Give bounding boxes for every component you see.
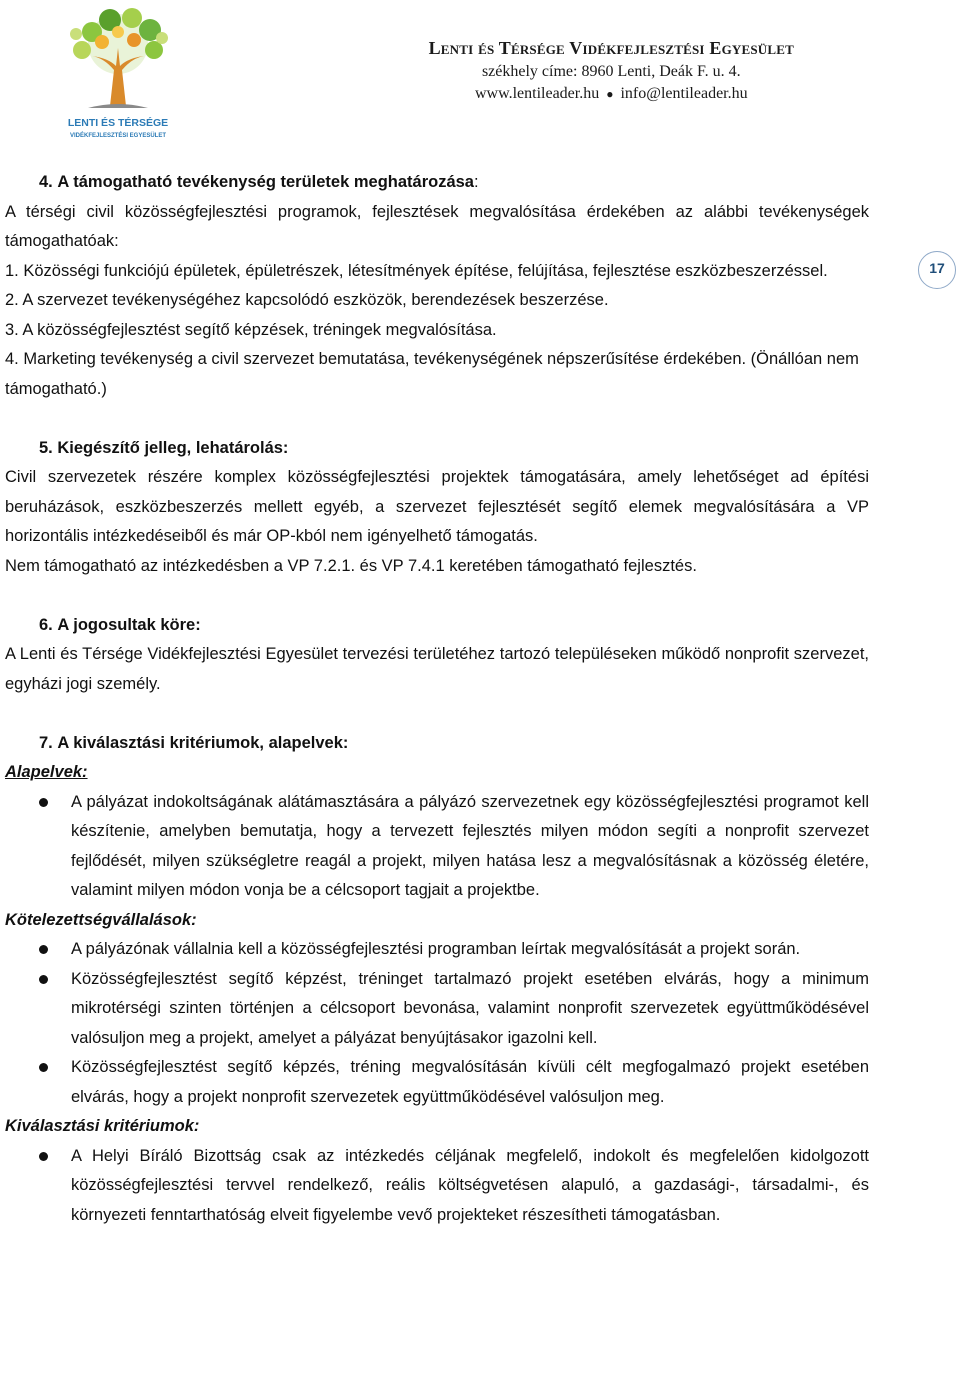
- section-6-heading: [5, 611, 869, 641]
- separator-dot: ●: [606, 86, 614, 101]
- section-4-item: 2. A szervezet tevékenységéhez kapcsolódó eszközök, berendezések beszerzése.: [5, 291, 609, 309]
- list-item-text: Közösségfejlesztést segítő képzés, tréning megvalósításán kívüli célt megfogalmazó projekt esetében elvárás, hogy a projekt nonprofit szervezetek együttműködésével valósuljon meg.: [71, 1058, 869, 1106]
- section-4-item: 1. Közösségi funkciójú épületek, épületrészek, létesítmények építése, felújítása, fejlesztése eszközbeszerzéssel.: [5, 261, 828, 280]
- page-number-badge: [918, 251, 956, 289]
- list-item: [5, 1053, 869, 1112]
- list-item: [5, 935, 869, 965]
- email-link[interactable]: info@lentileader.hu: [620, 85, 748, 102]
- logo-text-line2: VIDÉKFEJLESZTÉSI EGYESÜLET: [69, 133, 167, 139]
- section-6-number: 6.: [39, 615, 53, 634]
- section-4-item: 3. A közösségfejlesztést segítő képzések, tréningek megvalósítása.: [5, 320, 497, 339]
- kotelezettseg-list: [5, 935, 869, 1112]
- section-4-title: A támogatható tevékenység területek meghatározása: [57, 173, 474, 191]
- kivalasztasi-heading: Kiválasztási kritériumok:: [5, 1117, 200, 1135]
- organization-logo: [52, 4, 184, 144]
- kotelezettseg-heading: Kötelezettségvállalások:: [5, 910, 197, 929]
- section-5-note: Nem támogatható az intézkedésben a VP 7.2.1. és VP 7.4.1 keretében támogatható fejlesztés.: [5, 556, 697, 575]
- section-5-heading: [5, 434, 869, 464]
- bullet-icon: [39, 945, 48, 954]
- section-4-colon: :: [473, 173, 479, 191]
- kivalasztasi-list: [5, 1142, 869, 1231]
- bullet-icon: [39, 798, 48, 807]
- organization-header: [429, 38, 794, 103]
- section-5-title: Kiegészítő jelleg, lehatárolás:: [57, 438, 289, 457]
- section-5-paragraph: Civil szervezetek részére komplex közösségfejlesztési projektek támogatására, amely lehetőséget ad építési beruházások, eszközbeszerzés mellett egyéb, a szervezet fejlesztését segítő elemek megvalósítására a VP horizontális intézkedéseiből és már OP-kból nem igényelhető támogatás.: [5, 468, 869, 545]
- logo-text-line1: LENTI ÉS TÉRSÉGE: [67, 117, 169, 129]
- list-item: [5, 788, 869, 906]
- section-4-intro: A térségi civil közösségfejlesztési programok, fejlesztések megvalósítása érdekében az alábbi tevékenységek támogathatóak:: [5, 202, 869, 250]
- organization-contact: [429, 85, 794, 103]
- list-item-text: A Helyi Bíráló Bizottság csak az intézkedés céljának megfelelő, indokolt és megfelelően kidolgozott közösségfejlesztési tervvel rendelkező, reális költségvetésen alapuló, a gazdasági-, társadalmi-, és környezeti fenntarthatóság elveit figyelembe vevő projekteket részesítheti támogatásban.: [71, 1146, 869, 1224]
- section-7-heading: [5, 729, 869, 759]
- section-4-number: 4.: [39, 173, 53, 191]
- section-7-title: A kiválasztási kritériumok, alapelvek:: [57, 733, 349, 752]
- section-4-item: 4. Marketing tevékenység a civil szervezet bemutatása, tevékenységének népszerűsítése érdekében. (Önállóan nem támogatható.): [5, 350, 859, 398]
- list-item-text: Közösségfejlesztést segítő képzést, tréninget tartalmazó projekt esetében elvárás, hogy a minimum mikrotérségi szinten történjen a célcsoport bevonása, valamint nonprofit szervezetek együttműködésével valósuljon meg a projekt, amelyet a pályázat benyújtásakor igazolni kell.: [71, 969, 869, 1047]
- section-6-paragraph: A Lenti és Térsége Vidékfejlesztési Egyesület tervezési területéhez tartozó településeken működő nonprofit szervezet, egyházi jogi személy.: [5, 645, 869, 693]
- website-link[interactable]: www.lentileader.hu: [474, 85, 600, 102]
- alapelvek-heading: Alapelvek:: [5, 763, 88, 781]
- organization-name: Lenti és Térsége Vidékfejlesztési Egyesület: [428, 38, 794, 58]
- bullet-icon: [39, 975, 48, 984]
- section-6-title: A jogosultak köre:: [57, 615, 201, 634]
- organization-address: székhely címe: 8960 Lenti, Deák F. u. 4.: [481, 63, 741, 80]
- bullet-icon: [39, 1152, 48, 1161]
- bullet-icon: [39, 1063, 48, 1072]
- list-item-text: A pályázónak vállalnia kell a közösségfejlesztési programban leírtak megvalósítását a projekt során.: [71, 940, 801, 958]
- section-7-number: 7.: [39, 733, 53, 752]
- list-item: [5, 1142, 869, 1231]
- page-number: 17: [929, 260, 945, 276]
- section-5-number: 5.: [39, 438, 53, 457]
- alapelvek-list: [5, 788, 869, 906]
- list-item-text: A pályázat indokoltságának alátámasztására a pályázó szervezetnek egy közösségfejlesztési programot kell készítenie, amelyben bemutatja, hogy a tervezett fejlesztés milyen módon segíti a nonprofit szervezet fejlődését, milyen szükségletre reagál a projekt, milyen hatása lesz a megvalósításnak a közösség életére, valamint milyen módon vonja be a célcsoport tagjait a projektbe.: [71, 792, 869, 899]
- section-4-heading: [5, 168, 869, 198]
- document-body: [5, 168, 869, 1230]
- list-item: [5, 965, 869, 1054]
